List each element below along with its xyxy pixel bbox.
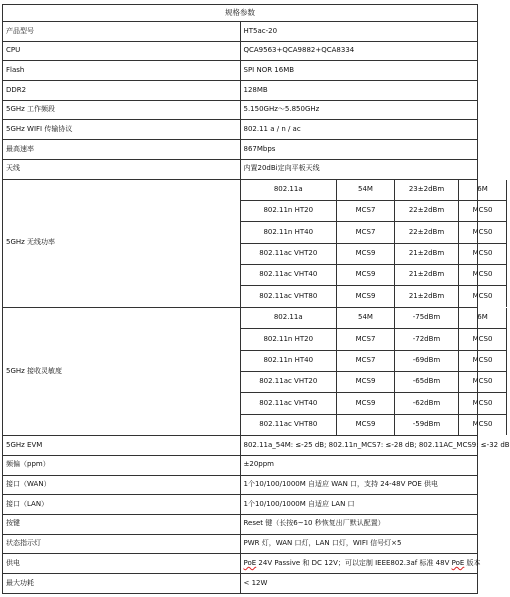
mode-cell: 802.11a — [241, 308, 337, 329]
rate-cell: MCS0 — [459, 286, 507, 307]
row-value: 802.11a_54M: ≤-25 dB; 802.11n_MCS7: ≤-28 dB; 802.11AC_MCS9: ≤-32 dB — [240, 436, 478, 456]
sens-cell: -59dBm — [395, 414, 459, 435]
table-row — [241, 372, 507, 393]
power-cell: 23±2dBm — [395, 180, 459, 201]
mode-cell: 802.11ac VHT80 — [241, 286, 337, 307]
table-row — [3, 61, 478, 81]
row-value: < 12W — [240, 574, 478, 594]
row-label: 产品型号 — [3, 22, 241, 42]
sens-cell: -62dBm — [395, 393, 459, 414]
row-label: 5GHz EVM — [3, 436, 241, 456]
table-row — [3, 436, 478, 456]
sens-cell: -69dBm — [395, 350, 459, 371]
mode-cell: 802.11ac VHT40 — [241, 393, 337, 414]
rate-cell: 6M — [459, 180, 507, 201]
table-row — [241, 243, 507, 264]
rate-cell: MCS9 — [337, 393, 395, 414]
power-cell: 21±2dBm — [395, 286, 459, 307]
sens-cell: -65dBm — [395, 372, 459, 393]
row-label: 状态指示灯 — [3, 534, 241, 554]
row-value: PWR 灯，WAN 口灯，LAN 口灯，WIFI 信号灯×5 — [240, 534, 478, 554]
rx-sensitivity-section — [3, 307, 478, 435]
power-cell: 22±2dBm — [395, 200, 459, 221]
row-value: 1个10/100/1000M 自适应 LAN 口 — [240, 495, 478, 515]
row-label: 5GHz 工作频段 — [3, 100, 241, 120]
mode-cell: 802.11a — [241, 180, 337, 201]
table-row — [3, 159, 478, 179]
mode-cell: 802.11ac VHT20 — [241, 372, 337, 393]
table-row — [241, 393, 507, 414]
table-row — [241, 350, 507, 371]
row-label: 天线 — [3, 159, 241, 179]
table-row — [3, 100, 478, 120]
table-row — [241, 308, 507, 329]
table-row — [241, 265, 507, 286]
rate-cell: 54M — [337, 180, 395, 201]
table-row — [3, 534, 478, 554]
rate-cell: MCS9 — [337, 265, 395, 286]
rate-cell: MCS7 — [337, 350, 395, 371]
table-row — [241, 414, 507, 435]
row-label: 接口（WAN） — [3, 475, 241, 495]
table-row — [241, 180, 507, 201]
mode-cell: 802.11ac VHT80 — [241, 414, 337, 435]
rate-cell: MCS7 — [337, 329, 395, 350]
row-value: HT5ac-20 — [240, 22, 478, 42]
row-value: 802.11 a / n / ac — [240, 120, 478, 140]
tx-power-label: 5GHz 无线功率 — [3, 179, 241, 307]
rate-cell: 6M — [459, 308, 507, 329]
tx-power-cell — [240, 179, 493, 307]
rate-cell: MCS0 — [459, 200, 507, 221]
row-value: 5.150GHz～5.850GHz — [240, 100, 478, 120]
table-row — [241, 222, 507, 243]
poe-term: PoE — [243, 558, 257, 567]
rate-cell: MCS0 — [459, 243, 507, 264]
sens-cell: -75dBm — [395, 308, 459, 329]
table-row — [241, 329, 507, 350]
rate-cell: MCS0 — [459, 350, 507, 371]
mode-cell: 802.11ac VHT40 — [241, 265, 337, 286]
table-row — [3, 81, 478, 101]
rate-cell: MCS0 — [459, 372, 507, 393]
table-row — [3, 140, 478, 160]
table-title: 规格参数 — [3, 5, 478, 22]
row-label: DDR2 — [3, 81, 241, 101]
rate-cell: 54M — [337, 308, 395, 329]
row-label: CPU — [3, 41, 241, 61]
row-label: 最高速率 — [3, 140, 241, 160]
mode-cell: 802.11n HT20 — [241, 200, 337, 221]
table-row — [3, 120, 478, 140]
row-value: 128MB — [240, 81, 478, 101]
power-cell: 22±2dBm — [395, 222, 459, 243]
row-value: SPI NOR 16MB — [240, 61, 478, 81]
row-label: 供电 — [3, 554, 241, 574]
tx-power-section — [3, 179, 478, 307]
rx-sensitivity-cell — [240, 307, 493, 435]
title-row — [3, 5, 478, 22]
row-value: 内置20dBi定向平板天线 — [240, 159, 478, 179]
rate-cell: MCS0 — [459, 265, 507, 286]
poe-term: PoE — [451, 558, 465, 567]
spec-table — [2, 4, 510, 594]
row-label: 最大功耗 — [3, 574, 241, 594]
table-row — [241, 286, 507, 307]
row-value: QCA9563+QCA9882+QCA8334 — [240, 41, 478, 61]
table-row — [3, 41, 478, 61]
rate-cell: MCS9 — [337, 286, 395, 307]
rx-sensitivity-label: 5GHz 接收灵敏度 — [3, 307, 241, 435]
table-row — [3, 455, 478, 475]
table-row — [3, 554, 478, 574]
table-row — [3, 574, 478, 594]
row-value: 1个10/100/1000M 自适应 WAN 口，支持 24-48V POE 供电 — [240, 475, 478, 495]
row-label: 接口（LAN） — [3, 495, 241, 515]
rate-cell: MCS9 — [337, 243, 395, 264]
power-text-end: 版本 — [464, 558, 481, 567]
table-row — [3, 475, 478, 495]
rate-cell: MCS0 — [459, 414, 507, 435]
mode-cell: 802.11n HT20 — [241, 329, 337, 350]
rate-cell: MCS9 — [337, 372, 395, 393]
rate-cell: MCS0 — [459, 222, 507, 243]
row-value: 867Mbps — [240, 140, 478, 160]
tx-power-table — [241, 180, 507, 307]
rate-cell: MCS0 — [459, 393, 507, 414]
mode-cell: 802.11n HT40 — [241, 222, 337, 243]
table-row — [3, 495, 478, 515]
rate-cell: MCS0 — [459, 329, 507, 350]
sens-cell: -72dBm — [395, 329, 459, 350]
rx-sensitivity-table — [241, 308, 507, 435]
row-label: 频偏（ppm） — [3, 455, 241, 475]
mode-cell: 802.11ac VHT20 — [241, 243, 337, 264]
rate-cell: MCS7 — [337, 200, 395, 221]
row-label: Flash — [3, 61, 241, 81]
power-cell: 21±2dBm — [395, 265, 459, 286]
table-row — [241, 200, 507, 221]
power-text: 24V Passive 和 DC 12V；可以定制 IEEE802.3af 标准 48V — [256, 558, 452, 567]
rate-cell: MCS7 — [337, 222, 395, 243]
table-row — [3, 22, 478, 42]
row-label: 5GHz WIFI 传输协议 — [3, 120, 241, 140]
power-cell: 21±2dBm — [395, 243, 459, 264]
row-value — [240, 554, 481, 574]
row-label: 按键 — [3, 514, 241, 534]
rate-cell: MCS9 — [337, 414, 395, 435]
row-value: ±20ppm — [240, 455, 478, 475]
row-value: Reset 键（长按6~10 秒恢复出厂默认配置） — [240, 514, 478, 534]
mode-cell: 802.11n HT40 — [241, 350, 337, 371]
table-row — [3, 514, 478, 534]
